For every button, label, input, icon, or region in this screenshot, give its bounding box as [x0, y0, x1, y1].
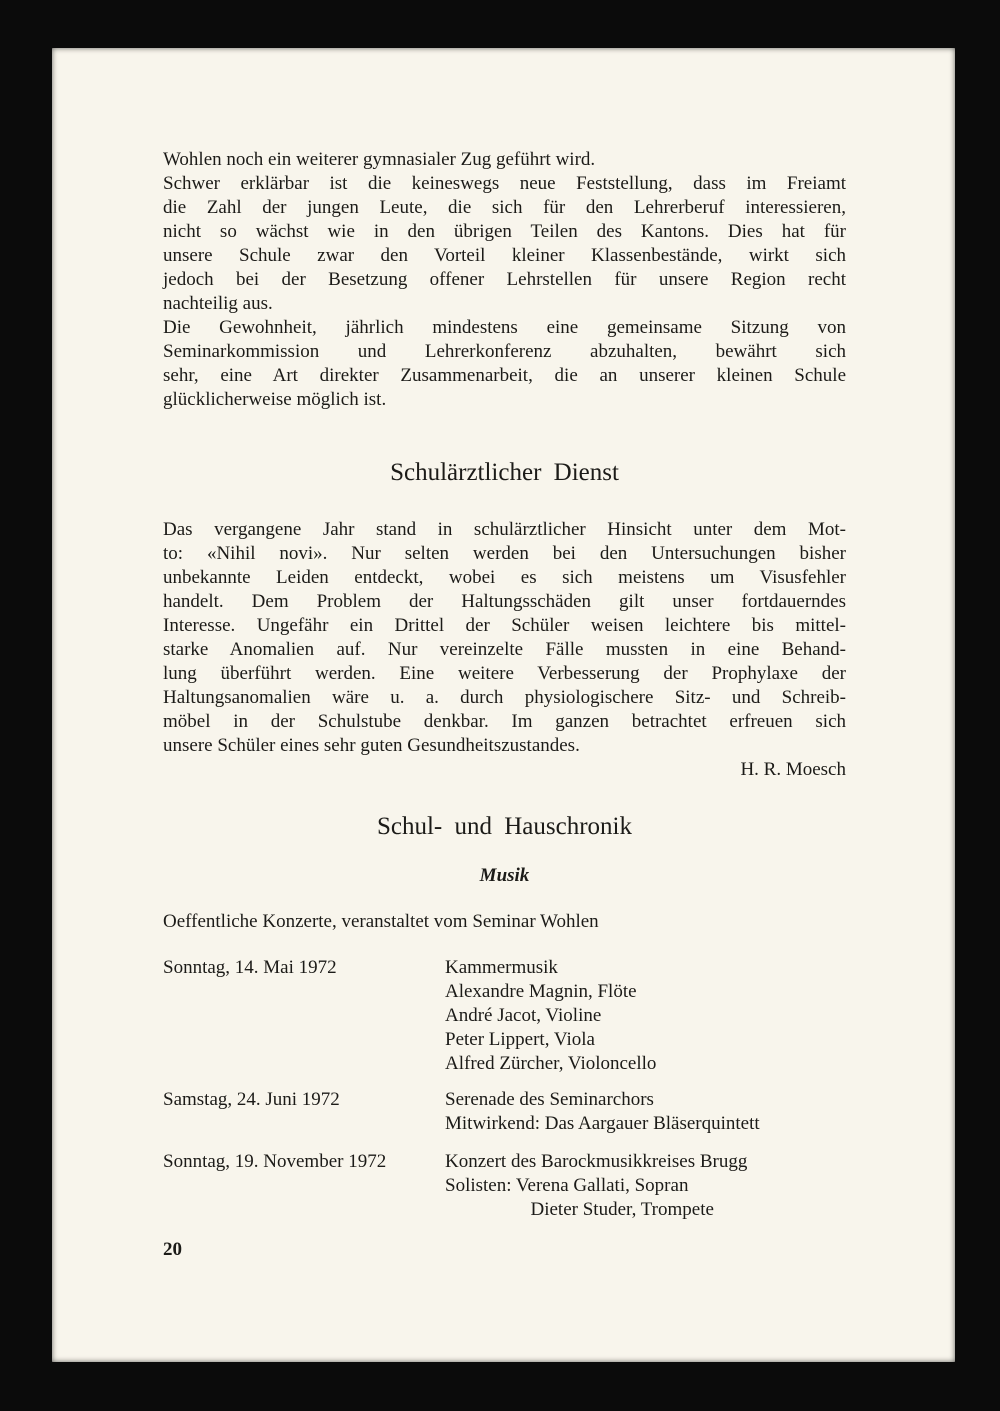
text-line: Mitwirkend: Das Aargauer Bläserquintett	[445, 1113, 760, 1134]
text-line: nicht so wächst wie in den übrigen Teilen des Kantons. Dies hat für	[163, 221, 846, 242]
text-line: Schwer erklärbar ist die keineswegs neue Feststellung, dass im Freiamt	[163, 173, 846, 194]
text-line: starke Anomalien auf. Nur vereinzelte Fälle mussten in eine Behand-	[163, 639, 846, 660]
text-line: nachteilig aus.	[163, 293, 273, 314]
text-line: Alfred Zürcher, Violoncello	[445, 1053, 657, 1074]
text-line: Die Gewohnheit, jährlich mindestens eine gemeinsame Sitzung von	[163, 317, 846, 338]
text-line: Wohlen noch ein weiterer gymnasialer Zug geführt wird.	[163, 149, 596, 170]
concert-row	[163, 1150, 846, 1222]
intro-paragraph-3	[163, 316, 846, 412]
text-line: Serenade des Seminarchors	[445, 1089, 654, 1110]
text-line: unbekannte Leiden entdeckt, wobei es sich meistens um Visusfehler	[163, 567, 846, 588]
text-line: sehr, eine Art direkter Zusammenarbeit, die an unserer kleinen Schule	[163, 365, 846, 386]
text-line: lung überführt werden. Eine weitere Verbesserung der Prophylaxe der	[163, 663, 846, 684]
book-page	[52, 48, 955, 1362]
text-line: Haltungsanomalien wäre u. a. durch physiologischere Sitz- und Schreib-	[163, 687, 846, 708]
subheading-musik: Musik	[479, 865, 530, 886]
concert-date: Sonntag, 19. November 1972	[163, 1151, 387, 1172]
text-line: die Zahl der jungen Leute, die sich für den Lehrerberuf interessieren,	[163, 197, 846, 218]
text-line: Alexandre Magnin, Flöte	[445, 981, 637, 1002]
concert-date: Sonntag, 14. Mai 1972	[163, 957, 337, 978]
text-line: Dieter Studer, Trompete	[445, 1199, 714, 1220]
section-heading-chronicle: Schul- und Hauschronik	[376, 813, 633, 840]
text-line: Konzert des Barockmusikkreises Brugg	[445, 1151, 748, 1172]
concerts-intro: Oeffentliche Konzerte, veranstaltet vom Seminar Wohlen	[163, 911, 599, 932]
text-line: unsere Schule zwar den Vorteil kleiner Klassenbestände, wirkt sich	[163, 245, 846, 266]
intro-paragraph-1	[163, 148, 846, 172]
text-line: André Jacot, Violine	[445, 1005, 602, 1026]
text-line: Interesse. Ungefähr ein Drittel der Schüler weisen leichtere bis mittel-	[163, 615, 846, 636]
text-line: unsere Schüler eines sehr guten Gesundheitszustandes.	[163, 735, 580, 756]
text-line: Das vergangene Jahr stand in schulärztlicher Hinsicht unter dem Mot-	[163, 519, 846, 540]
intro-paragraph-2	[163, 172, 846, 316]
concert-date: Samstag, 24. Juni 1972	[163, 1089, 340, 1110]
text-line: Kammermusik	[445, 957, 558, 978]
text-line: Solisten: Verena Gallati, Sopran	[445, 1175, 689, 1196]
concert-description	[445, 956, 846, 1076]
concert-description	[445, 1088, 846, 1136]
text-line: möbel in der Schulstube denkbar. Im ganzen betrachtet erfreuen sich	[163, 711, 846, 732]
section-heading-school-doctor: Schulärztlicher Dienst	[390, 459, 619, 486]
text-line: glücklicherweise möglich ist.	[163, 389, 387, 410]
concert-description	[445, 1150, 846, 1222]
concert-row	[163, 1088, 846, 1136]
text-line: handelt. Dem Problem der Haltungsschäden gilt unser fortdauerndes	[163, 591, 846, 612]
text-line: to: «Nihil novi». Nur selten werden bei den Untersuchungen bisher	[163, 543, 846, 564]
page-number: 20	[163, 1239, 182, 1260]
concert-row	[163, 956, 846, 1076]
text-line: Seminarkommission und Lehrerkonferenz abzuhalten, bewährt sich	[163, 341, 846, 362]
signature: H. R. Moesch	[740, 759, 846, 780]
text-line: jedoch bei der Besetzung offener Lehrstellen für unsere Region recht	[163, 269, 846, 290]
text-line: Peter Lippert, Viola	[445, 1029, 595, 1050]
page-content	[163, 148, 846, 1262]
school-doctor-paragraph	[163, 518, 846, 758]
